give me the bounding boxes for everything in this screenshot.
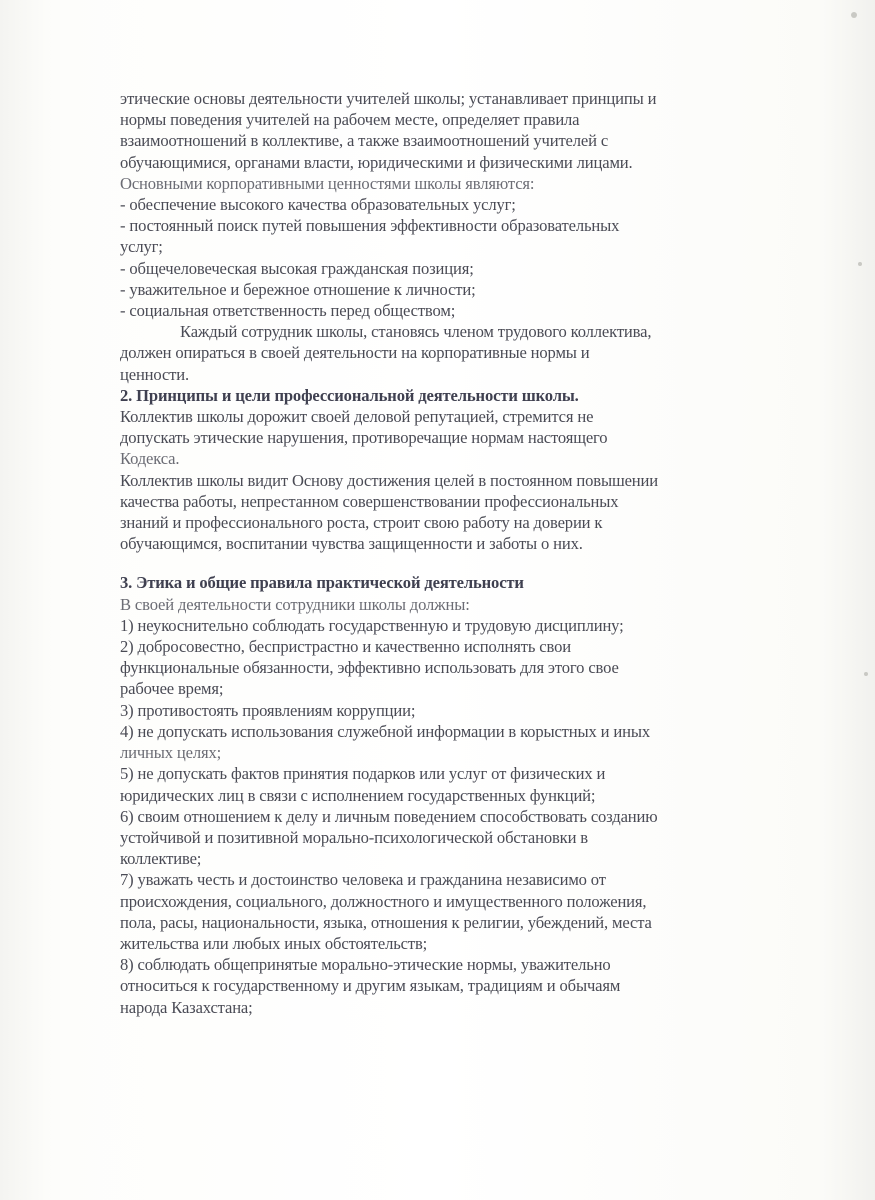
text-line: Коллектив школы видит Основу достижения целей в постоянном повышении (120, 470, 658, 490)
text-line: пола, расы, национальности, языка, отношения к религии, убеждений, места (120, 912, 652, 932)
list-item: 7) уважать честь и достоинство человека и гражданина независимо от (120, 870, 606, 890)
list-item: 5) не допускать фактов принятия подарков или услуг от физических и (120, 764, 606, 784)
text-line: взаимоотношений в коллективе, а также взаимоотношений учителей с (120, 131, 609, 151)
section-heading-2: 2. Принципы и цели профессиональной деятельности школы. (120, 385, 579, 405)
scan-speck (851, 12, 857, 18)
scan-speck (864, 672, 868, 676)
list-item: 4) не допускать использования служебной информации в корыстных и иных (120, 721, 650, 741)
text-line: допускать этические нарушения, противоречащие нормам настоящего (120, 428, 608, 448)
list-item: - обеспечение высокого качества образовательных услуг; (120, 195, 516, 215)
text-line: устойчивой и позитивной морально-психологической обстановки в (120, 827, 588, 847)
text-line: обучающимся, воспитании чувства защищенности и заботы о них. (120, 534, 583, 554)
text-line: услуг; (120, 237, 163, 257)
text-line: юридических лиц в связи с исполнением государственных функций; (120, 785, 596, 805)
list-item: 6) своим отношением к делу и личным поведением способствовать созданию (120, 806, 658, 826)
list-item: 3) противостоять проявлениям коррупции; (120, 700, 416, 720)
text-line: должен опираться в своей деятельности на корпоративные нормы и (120, 343, 590, 363)
text-line: жительства или любых иных обстоятельств; (120, 933, 428, 953)
text-line: коллективе; (120, 849, 202, 869)
section-heading-3: 3. Этика и общие правила практической деятельности (120, 573, 524, 593)
text-line: Коллектив школы дорожит своей деловой репутацией, стремится не (120, 407, 594, 427)
text-line: обучающимися, органами власти, юридическими и физическими лицами. (120, 152, 633, 172)
text-line: ценности. (120, 364, 190, 384)
text-line: происхождения, социального, должностного и имущественного положения, (120, 891, 647, 911)
text-line: Кодекса. (120, 449, 180, 469)
text-line: функциональные обязанности, эффективно использовать для этого свое (120, 658, 619, 678)
text-line: этические основы деятельности учителей школы; устанавливает принципы и (120, 89, 657, 108)
list-item: - социальная ответственность перед обществом; (120, 301, 456, 321)
scan-speck (858, 262, 862, 266)
list-item: 2) добросовестно, беспристрастно и качественно исполнять свои (120, 637, 571, 657)
list-item: - уважительное и бережное отношение к личности; (120, 279, 476, 299)
text-line: нормы поведения учителей на рабочем месте, определяет правила (120, 110, 580, 130)
paragraph-gap (120, 554, 792, 572)
text-line: народа Казахстана; (120, 997, 253, 1017)
list-item: - постоянный поиск путей повышения эффективности образовательных (120, 216, 620, 236)
text-line: относиться к государственному и другим языкам, традициям и обычаям (120, 976, 621, 996)
document-body (120, 88, 792, 1018)
text-line: рабочее время; (120, 679, 224, 699)
text-line: Основными корпоративными ценностями школы являются: (120, 173, 535, 193)
list-item: 8) соблюдать общепринятые морально-этические нормы, уважительно (120, 955, 611, 975)
text-line: личных целях; (120, 743, 222, 763)
list-item: - общечеловеческая высокая гражданская позиция; (120, 258, 474, 278)
text-line: В своей деятельности сотрудники школы должны: (120, 594, 470, 614)
paragraph-start: Каждый сотрудник школы, становясь членом трудового коллектива, (180, 322, 652, 342)
text-line: знаний и профессионального роста, строит свою работу на доверии к (120, 513, 603, 533)
text-line: качества работы, непрестанном совершенствовании профессиональных (120, 491, 619, 511)
list-item: 1) неукоснительно соблюдать государственную и трудовую дисциплину; (120, 615, 624, 635)
